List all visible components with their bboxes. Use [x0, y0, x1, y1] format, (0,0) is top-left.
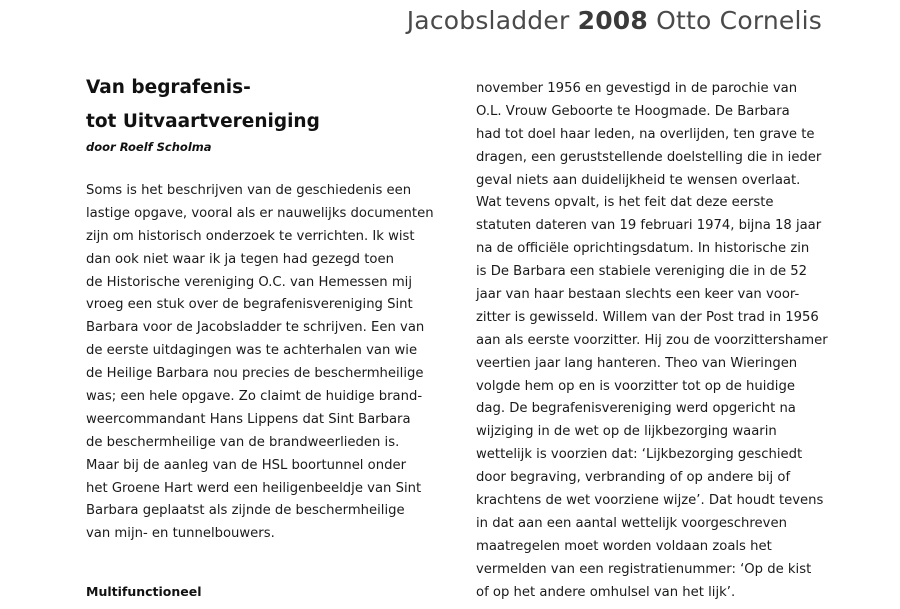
body-line: of op het andere omhulsel van het lijk’.: [476, 584, 736, 600]
body-line: Wat tevens opvalt, is het feit dat deze eerste: [476, 195, 774, 211]
header-publication: Jacobsladder: [406, 6, 570, 35]
body-line: wijziging in de wet op de lijkbezorging waarin: [476, 424, 777, 440]
body-line: statuten dateren van 19 februari 1974, bijna 18 jaar: [476, 218, 822, 234]
body-line: de beschermheilige van de brandweerlieden is.: [86, 434, 400, 450]
body-line: Barbara voor de Jacobsladder te schrijven. Een van: [86, 320, 425, 336]
body-line: na de officiële oprichtingsdatum. In historische zin: [476, 241, 810, 257]
body-line: lastige opgave, vooral als er nauwelijks documenten: [86, 205, 434, 221]
body-line: zitter is gewisseld. Willem van der Post trad in 1956: [476, 309, 819, 325]
article-byline: door Roelf Scholma: [86, 140, 212, 154]
body-line: dan ook niet waar ik ja tegen had gezegd toen: [86, 251, 394, 267]
header-author: Otto Cornelis: [656, 6, 822, 35]
body-line: aan als eerste voorzitter. Hij zou de voorzittershamer: [476, 332, 828, 348]
body-line: Barbara geplaatst als zijnde de beschermheilige: [86, 503, 405, 519]
body-line: was; een hele opgave. Zo claimt de huidige brand-: [86, 389, 423, 405]
body-line: krachtens de wet voorziene wijze’. Dat houdt tevens: [476, 493, 824, 509]
body-line: O.L. Vrouw Geboorte te Hoogmade. De Barbara: [476, 103, 790, 119]
header-year: 2008: [577, 6, 648, 35]
body-line: jaar van haar bestaan slechts een keer van voor-: [476, 287, 800, 303]
body-line: weercommandant Hans Lippens dat Sint Barbara: [86, 411, 411, 427]
body-line: november 1956 en gevestigd in de parochie van: [476, 81, 798, 96]
left-column-body: [86, 180, 434, 546]
body-line: van mijn- en tunnelbouwers.: [86, 526, 275, 542]
body-line: de Heilige Barbara nou precies de beschermheilige: [86, 366, 424, 382]
body-line: is De Barbara een stabiele vereniging die in de 52: [476, 264, 808, 280]
body-line: door begraving, verbranding of op andere bij of: [476, 470, 791, 486]
body-line: had tot doel haar leden, na overlijden, ten grave te: [476, 126, 815, 142]
body-line: de eerste uitdagingen was te achterhalen van wie: [86, 343, 418, 359]
body-line: dag. De begrafenisvereniging werd opgericht na: [476, 401, 796, 417]
running-header: [407, 6, 822, 35]
body-line: vermelden van een registratienummer: ‘Op de kist: [476, 561, 812, 577]
article-title-line-2: tot Uitvaartvereniging: [86, 111, 320, 132]
body-line: het Groene Hart werd een heiligenbeeldje van Sint: [86, 480, 422, 496]
body-line: Maar bij de aanleg van de HSL boortunnel onder: [86, 457, 406, 473]
body-line: zijn om historisch onderzoek te verrichten. Ik wist: [86, 228, 415, 244]
body-line: vroeg een stuk over de begrafenisvereniging Sint: [86, 297, 413, 313]
body-line: veertien jaar lang hanteren. Theo van Wieringen: [476, 355, 798, 371]
body-line: wettelijk is voorzien dat: ‘Lijkbezorging geschiedt: [476, 447, 803, 463]
body-line: dragen, een geruststellende doelstelling die in ieder: [476, 149, 822, 165]
body-line: Soms is het beschrijven van de geschiedenis een: [86, 183, 412, 198]
body-line: maatregelen moet worden voldaan zoals het: [476, 538, 772, 554]
right-column-body: [476, 78, 828, 604]
body-line: volgde hem op en is voorzitter tot op de huidige: [476, 378, 795, 394]
body-line: in dat aan een aantal wettelijk voorgeschreven: [476, 515, 787, 531]
article-title-line-1: Van begrafenis-: [86, 77, 251, 98]
section-subheading: Multifunctioneel: [86, 584, 202, 599]
body-line: de Historische vereniging O.C. van Hemessen mij: [86, 274, 413, 290]
body-line: geval niets aan duidelijkheid te wensen overlaat.: [476, 172, 801, 188]
